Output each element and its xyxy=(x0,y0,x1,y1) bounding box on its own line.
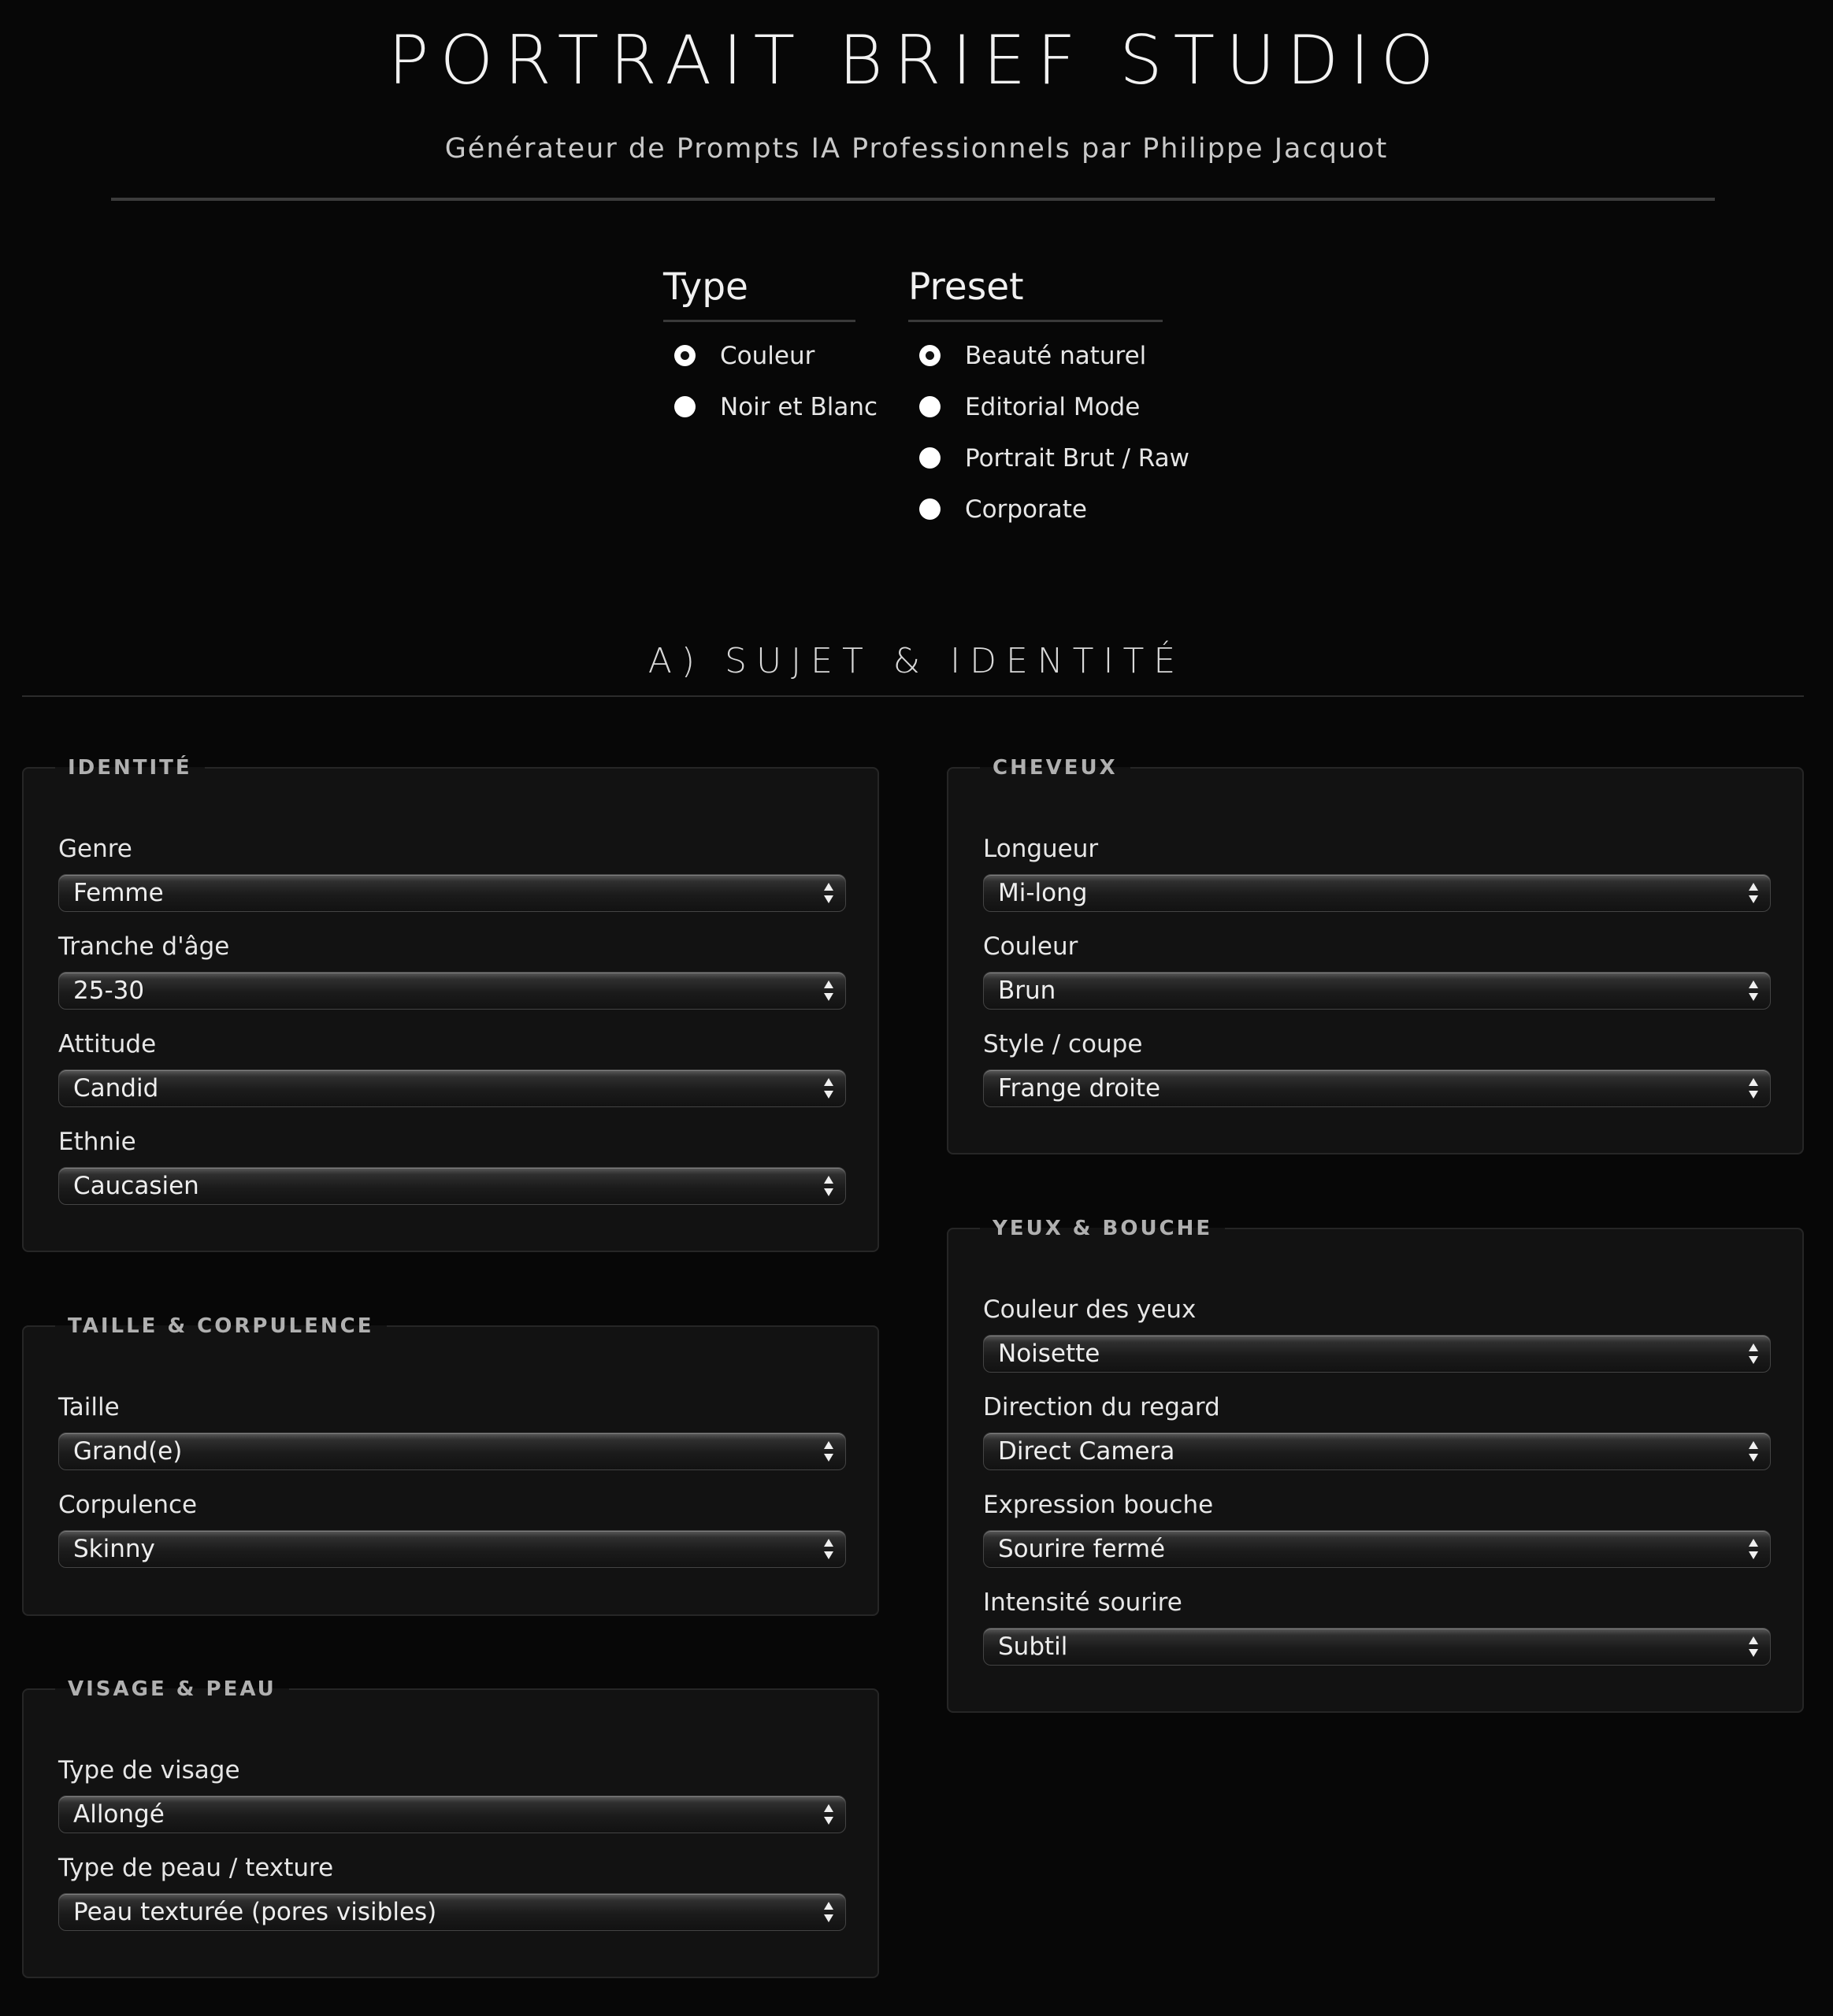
field-ethnie xyxy=(58,1125,846,1205)
radio-button-checked[interactable] xyxy=(674,345,696,366)
updown-arrows-icon xyxy=(1748,1076,1759,1101)
select-value: Mi-long xyxy=(998,879,1088,907)
updown-arrows-icon xyxy=(1748,1536,1759,1562)
panel-legend: YEUX & BOUCHE xyxy=(993,1217,1213,1240)
corpulence-select[interactable] xyxy=(58,1530,846,1568)
panel-legend: IDENTITÉ xyxy=(68,756,192,780)
updown-arrows-icon xyxy=(823,1899,834,1925)
select-value: Subtil xyxy=(998,1632,1068,1661)
radio-button[interactable] xyxy=(919,396,941,417)
field-expression-bouche xyxy=(983,1488,1771,1568)
select-value: Direct Camera xyxy=(998,1437,1175,1466)
header-divider xyxy=(111,198,1715,201)
select-value: Femme xyxy=(73,879,164,907)
radio-button[interactable] xyxy=(674,396,696,417)
updown-arrows-icon xyxy=(1748,1341,1759,1366)
field-label: Direction du regard xyxy=(983,1393,1220,1421)
radio-preset-portrait-brut[interactable] xyxy=(908,432,1189,484)
field-intensite-sourire xyxy=(983,1585,1771,1666)
panel-legend: CHEVEUX xyxy=(993,756,1118,780)
app-title: PORTRAIT BRIEF STUDIO xyxy=(388,21,1445,100)
radio-type-noir-et-blanc[interactable] xyxy=(663,381,878,432)
section-divider xyxy=(22,695,1804,697)
intensite-sourire-select[interactable] xyxy=(983,1628,1771,1666)
field-label: Type de visage xyxy=(58,1756,240,1784)
field-taille xyxy=(58,1390,846,1470)
radio-button[interactable] xyxy=(919,447,941,469)
radio-label: Noir et Blanc xyxy=(720,392,878,421)
type-radio-group xyxy=(663,260,878,432)
select-value: Grand(e) xyxy=(73,1437,183,1466)
radio-label: Editorial Mode xyxy=(965,392,1141,421)
genre-select[interactable] xyxy=(58,874,846,912)
field-label: Tranche d'âge xyxy=(58,932,230,961)
radio-preset-corporate[interactable] xyxy=(908,484,1163,535)
radio-preset-editorial-mode[interactable] xyxy=(908,381,1163,432)
field-attitude xyxy=(58,1027,846,1107)
panel-legend: TAILLE & CORPULENCE xyxy=(68,1314,374,1338)
updown-arrows-icon xyxy=(1748,1634,1759,1659)
field-corpulence xyxy=(58,1488,846,1568)
radio-label: Couleur xyxy=(720,341,815,370)
field-longueur xyxy=(983,832,1771,912)
field-label: Corpulence xyxy=(58,1491,198,1519)
attitude-select[interactable] xyxy=(58,1069,846,1107)
field-label: Type de peau / texture xyxy=(58,1854,334,1882)
field-label: Ethnie xyxy=(58,1128,136,1156)
type-visage-select[interactable] xyxy=(58,1796,846,1833)
preset-group-title: Preset xyxy=(908,260,1163,322)
field-label: Longueur xyxy=(983,835,1099,863)
updown-arrows-icon xyxy=(823,880,834,906)
select-value: Sourire fermé xyxy=(998,1535,1166,1563)
updown-arrows-icon xyxy=(823,1076,834,1101)
updown-arrows-icon xyxy=(823,1439,834,1464)
longueur-select[interactable] xyxy=(983,874,1771,912)
radio-type-couleur[interactable] xyxy=(663,330,855,381)
field-couleur-cheveux xyxy=(983,929,1771,1010)
direction-regard-select[interactable] xyxy=(983,1432,1771,1470)
type-group-title: Type xyxy=(663,260,855,322)
field-label: Couleur xyxy=(983,932,1078,961)
radio-button-checked[interactable] xyxy=(919,345,941,366)
select-value: Brun xyxy=(998,976,1056,1005)
section-heading: A) SUJET & IDENTITÉ xyxy=(647,641,1186,681)
radio-label: Corporate xyxy=(965,495,1087,524)
radio-preset-beaute-naturel[interactable] xyxy=(908,330,1163,381)
select-value: Noisette xyxy=(998,1340,1100,1368)
field-direction-regard xyxy=(983,1390,1771,1470)
radio-label: Portrait Brut / Raw xyxy=(965,443,1189,472)
type-peau-select[interactable] xyxy=(58,1893,846,1931)
field-tranche-age xyxy=(58,929,846,1010)
field-label: Couleur des yeux xyxy=(983,1295,1197,1324)
expression-bouche-select[interactable] xyxy=(983,1530,1771,1568)
updown-arrows-icon xyxy=(1748,880,1759,906)
select-value: 25-30 xyxy=(73,976,145,1005)
select-value: Allongé xyxy=(73,1800,165,1829)
field-couleur-yeux xyxy=(983,1292,1771,1373)
field-type-peau xyxy=(58,1851,846,1931)
radio-button[interactable] xyxy=(919,498,941,520)
field-label: Genre xyxy=(58,835,132,863)
select-value: Caucasien xyxy=(73,1172,199,1200)
select-value: Frange droite xyxy=(998,1074,1161,1102)
field-label: Taille xyxy=(58,1393,120,1421)
updown-arrows-icon xyxy=(1748,978,1759,1003)
style-coupe-select[interactable] xyxy=(983,1069,1771,1107)
updown-arrows-icon xyxy=(823,978,834,1003)
panel-legend: VISAGE & PEAU xyxy=(68,1677,276,1701)
taille-select[interactable] xyxy=(58,1432,846,1470)
couleur-yeux-select[interactable] xyxy=(983,1335,1771,1373)
field-style-coupe xyxy=(983,1027,1771,1107)
field-genre xyxy=(58,832,846,912)
updown-arrows-icon xyxy=(823,1802,834,1827)
preset-radio-group xyxy=(908,260,1189,535)
updown-arrows-icon xyxy=(823,1536,834,1562)
select-value: Skinny xyxy=(73,1535,155,1563)
field-label: Intensité sourire xyxy=(983,1588,1182,1617)
field-type-visage xyxy=(58,1753,846,1833)
field-label: Expression bouche xyxy=(983,1491,1214,1519)
select-value: Candid xyxy=(73,1074,159,1102)
field-label: Attitude xyxy=(58,1030,157,1058)
couleur-cheveux-select[interactable] xyxy=(983,972,1771,1010)
select-value: Peau texturée (pores visibles) xyxy=(73,1898,437,1926)
updown-arrows-icon xyxy=(823,1173,834,1199)
updown-arrows-icon xyxy=(1748,1439,1759,1464)
ethnie-select[interactable] xyxy=(58,1167,846,1205)
tranche-age-select[interactable] xyxy=(58,972,846,1010)
field-label: Style / coupe xyxy=(983,1030,1143,1058)
radio-label: Beauté naturel xyxy=(965,341,1147,370)
app-subtitle: Générateur de Prompts IA Professionnels par Philippe Jacquot xyxy=(444,133,1389,165)
